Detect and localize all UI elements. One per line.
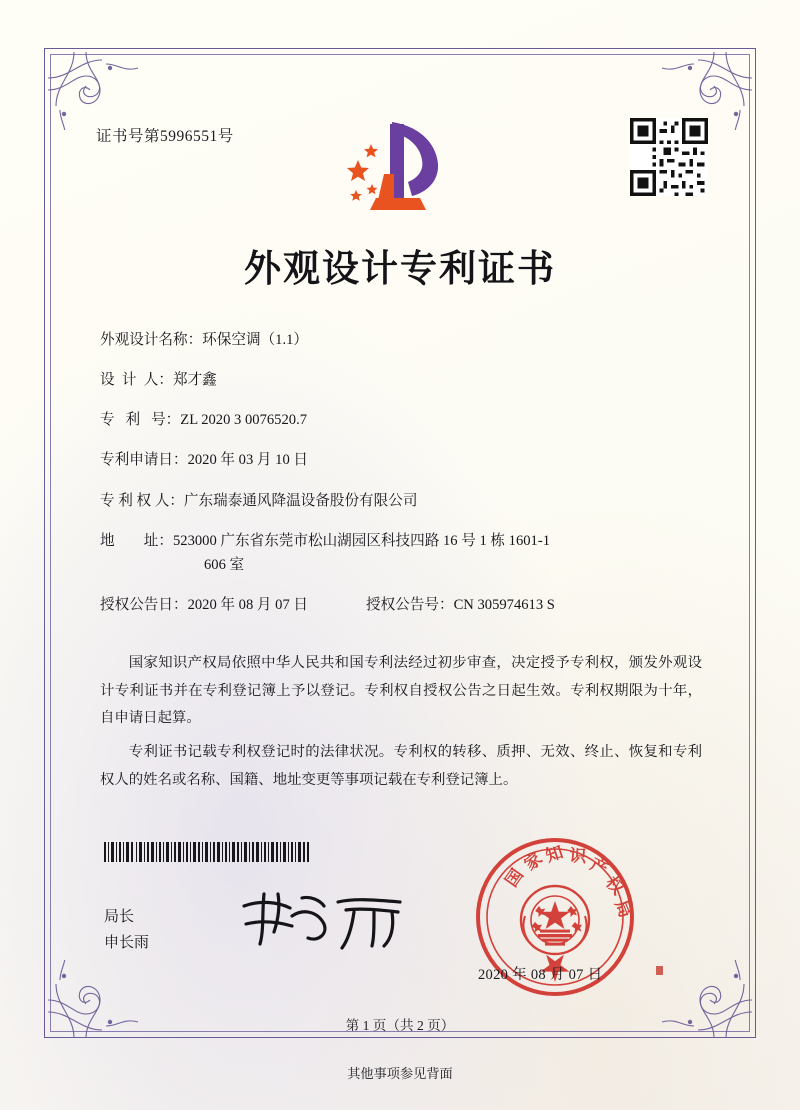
field-address	[100, 531, 700, 576]
field-value: 郑才鑫	[172, 372, 217, 389]
page-title: 外观设计专利证书	[244, 247, 556, 290]
svg-text:产: 产	[586, 854, 611, 880]
qr-code-icon	[630, 118, 708, 196]
field-value: ZL 2020 3 0076520.7	[180, 412, 308, 429]
grant-date-value: 2020 年 08 月 07 日	[187, 597, 308, 614]
grant-no-value: CN 305974613 S	[453, 597, 555, 614]
footer-note: 其他事项参见背面	[347, 1067, 453, 1082]
director-role-label: 局长	[104, 909, 135, 925]
field-design-name	[100, 330, 700, 351]
svg-text:知: 知	[543, 842, 566, 867]
field-label: 设 计 人：	[100, 372, 173, 389]
field-value: 2020 年 03 月 10 日	[187, 452, 308, 469]
address-line-2: 606 室	[204, 556, 245, 573]
svg-text:识: 识	[568, 846, 588, 868]
field-label: 专 利 号：	[100, 412, 181, 429]
director-name-label: 申长雨	[104, 935, 150, 952]
seal-date: 2020 年 08 月 07 日	[478, 967, 603, 983]
address-line-1: 523000 广东省东莞市松山湖园区科技四路 16 号 1 栋 1601-1	[172, 532, 550, 549]
certificate-number: 证书号第5996551号	[96, 128, 234, 145]
legal-text-block	[100, 650, 702, 800]
barcode	[104, 842, 309, 862]
paragraph-1: 国家知识产权局依照中华人民共和国专利法经过初步审查，决定授予专利权，颁发外观设计专利证书并在专利登记簿上予以登记。专利权自授权公告之日起生效。专利权期限为十年，自申请日起算。	[100, 655, 702, 727]
svg-text:家: 家	[520, 848, 547, 875]
svg-text:局: 局	[610, 897, 636, 921]
paragraph-2: 专利证书记载专利权登记时的法律状况。专利权的转移、质押、无效、终止、恢复和专利权人的姓名或名称、国籍、地址变更等事项记载在专利登记簿上。	[100, 743, 702, 788]
ink-mark	[656, 966, 663, 975]
corner-ornament-icon	[46, 50, 166, 130]
handwritten-signature-icon	[234, 886, 424, 956]
field-patentee	[100, 491, 700, 512]
field-value: 广东瑞泰通风降温设备股份有限公司	[183, 492, 418, 509]
field-value: 环保空调（1.1）	[202, 332, 308, 348]
field-label: 专利申请日：	[100, 452, 188, 469]
grant-date-label: 授权公告日：	[100, 597, 188, 614]
svg-text:权: 权	[601, 872, 628, 899]
grant-no-label: 授权公告号：	[365, 597, 454, 614]
page-number: 第 1 页（共 2 页）	[345, 1018, 455, 1033]
field-application-date	[100, 450, 700, 471]
signature-labels	[104, 904, 149, 957]
cnipa-logo-icon	[338, 116, 446, 216]
field-label: 地 址：	[100, 532, 173, 549]
field-designer	[100, 370, 700, 391]
svg-text:国: 国	[501, 865, 528, 891]
field-grant-info	[100, 595, 700, 616]
field-patent-number	[100, 410, 700, 431]
fields-block	[100, 330, 700, 635]
field-label: 外观设计名称：	[100, 332, 203, 348]
field-label: 专 利 权 人：	[100, 492, 184, 509]
